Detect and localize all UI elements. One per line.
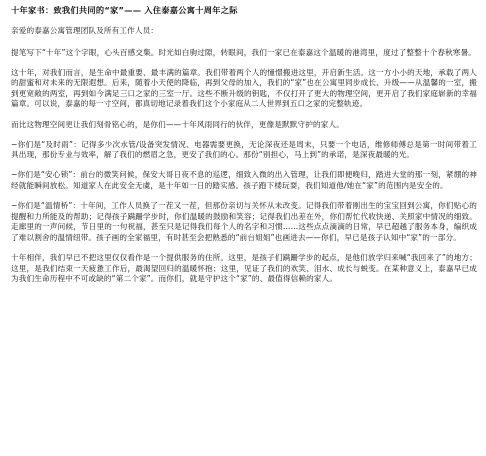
letter-title: 十年家书：致我们共同的“家”—— 入住泰嘉公寓十周年之际 [11, 5, 238, 15]
paragraph-partners: 而比这物理空间更让我们刻骨铭心的，是你们——十年风雨同行的伙伴，更像是默默守护的家人。 [11, 119, 344, 129]
paragraph-warm-bridge: ~你们是“温情桥”：十年间，工作人员换了一茬又一茬，但那份亲切与关怀从未改变。记得我们带着刚出生的宝宝回到公寓，你们贴心的提醒和力所能及的帮助；记得孩子蹒跚学步时，你们温暖的鼓励和笑容；记得我们出差在外，你们帮忙代收快递、关照家中情况的细致。走廊里的一声问候，节日里的一句祝福，甚至只是记得我们每个人的名字和习惯……这些点点滴滴的日常，早已超越了服务本身，编织成了难以割舍的温情纽带。孩子画的全家福里，有时甚至会把熟悉的“前台姐姐”也画进去——你们，早已是孩子认知中“家”的一部分。 [11, 201, 477, 242]
letter-greeting: 亲爱的泰嘉公寓管理团队及所有工作人员： [11, 26, 159, 35]
letter-body [11, 48, 477, 285]
paragraph-second-home: 十年相伴，我们早已不把这里仅仅看作是一个提供服务的住所。这里，是孩子们蹒跚学步的起点，是他们放学归来喊“我回来了”的地方；这里，是我们结束一天疲惫工作后，最渴望回归的温暖怀抱；这里，见证了我们的欢笑、泪水、成长与蜕变。在某种意义上，泰嘉早已成为我们生命历程中不可或缺的“第二个家”。而你们，就是守护这个“家”的、最值得信赖的家人。 [11, 252, 477, 284]
paragraph-ten-years: 这十年，对我们而言，是生命中最重要、最丰满的篇章。我们带着两个人的憧憬搬进这里，开启新生活。这一方小小的天地，承载了两人的甜蜜和对未来的无限遐想。后来，随着小天使的降临，再到父母的加入，我们的“家”也在公寓里同步成长、升级——从温馨的一室，搬到更宽敞的两室，再到如今满足三口之家的三室一厅。这些不断升级的钥匙，不仅打开了更大的物理空间，更开启了我们家庭崭新的幸福篇章。可以说，泰嘉的每一寸空间，都真切地记录着我们这个小家庭从二人世界到五口之家的完整轨迹。 [11, 67, 477, 109]
paragraph-timely-rain: ~你们是“及时雨”：记得多少次水管/设备突发情况、电器需要更换，无论深夜还是周末，只要一个电话，维修师傅总是第一时间带着工具出现，那份专业与效率，解了我们的燃眉之急，更安了我们的心。那份“别担心，马上到”的承诺，是深夜最暖的光。 [11, 139, 477, 160]
paragraph-intro: 提笔写下“十年”这个字眼，心头百感交集。时光如白驹过隙，转眼间，我们一家已在泰嘉这个温暖的港湾里，度过了整整十个春秋寒暑。 [11, 47, 477, 57]
paragraph-safety-lock: ~你们是“安心锁”：前台的微笑问候，保安大哥日夜不息的巡逻，细致入微的出入管理，让我们即便晚归，踏进大堂的那一刻，紧绷的神经就能瞬间放松。知道家人在此安全无虞，是十年如一日的踏实感。孩子跑下楼玩耍，我们知道他/她在“家”的范围内是安全的。 [11, 170, 477, 190]
